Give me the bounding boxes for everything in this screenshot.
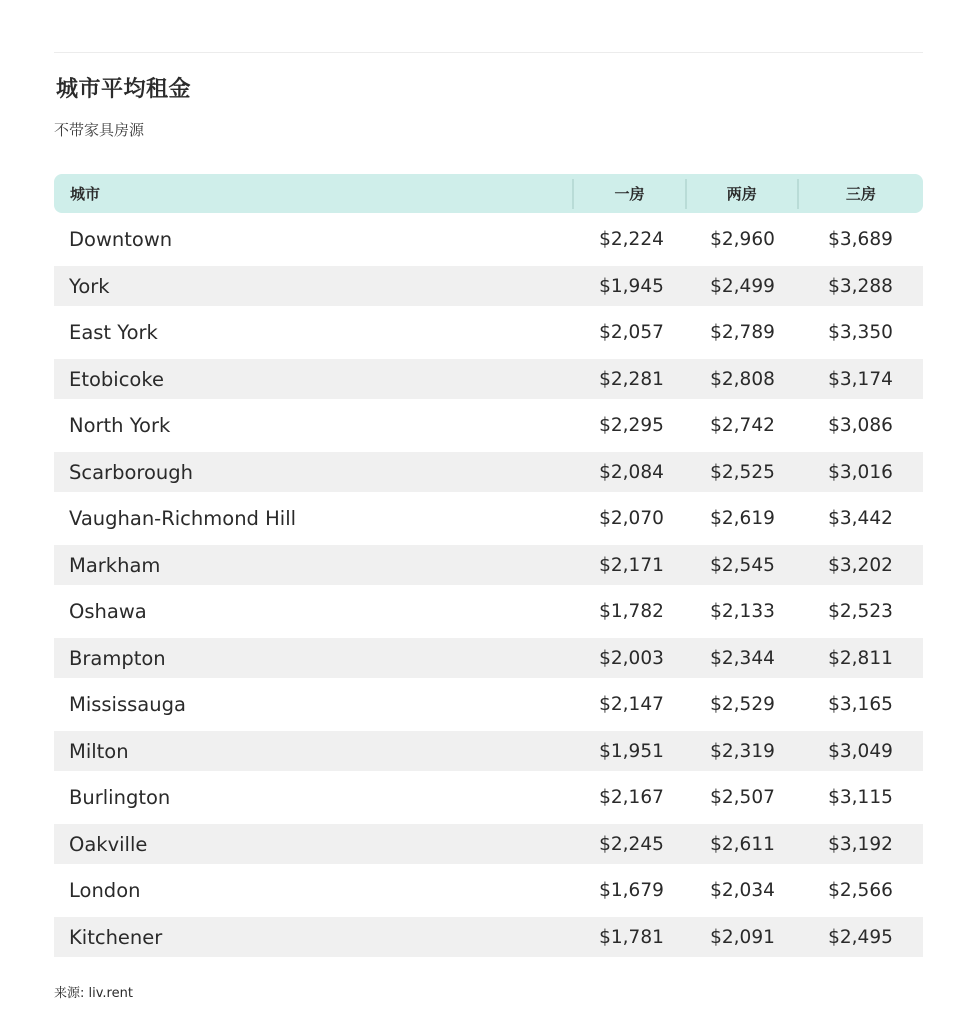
column-header-one-bedroom: 一房: [572, 179, 684, 209]
one-bedroom-rent-cell: $1,679: [599, 880, 664, 902]
city-name-cell: London: [69, 879, 141, 903]
chart-title: 城市平均租金: [56, 77, 192, 102]
one-bedroom-rent-cell: $1,782: [599, 601, 664, 623]
one-bedroom-rent-cell: $1,945: [599, 275, 664, 297]
city-name-cell: Mississauga: [69, 693, 186, 717]
three-bedroom-rent-cell: $3,165: [828, 694, 893, 716]
table-row: [54, 592, 923, 632]
two-bedroom-rent-cell: $2,525: [710, 461, 775, 483]
top-divider: [54, 52, 923, 53]
table-body: [54, 220, 923, 957]
table-row: [54, 824, 923, 864]
two-bedroom-rent-cell: $2,529: [710, 694, 775, 716]
table-row: [54, 499, 923, 539]
three-bedroom-rent-cell: $3,049: [828, 740, 893, 762]
three-bedroom-rent-cell: $3,288: [828, 275, 893, 297]
table-row: [54, 313, 923, 353]
city-name-cell: Oshawa: [69, 600, 147, 624]
one-bedroom-rent-cell: $1,951: [599, 740, 664, 762]
two-bedroom-rent-cell: $2,611: [710, 833, 775, 855]
two-bedroom-rent-cell: $2,034: [710, 880, 775, 902]
city-name-cell: Vaughan-Richmond Hill: [69, 507, 297, 531]
two-bedroom-rent-cell: $2,344: [710, 647, 775, 669]
three-bedroom-rent-cell: $2,811: [828, 647, 893, 669]
table-row: [54, 545, 923, 585]
two-bedroom-rent-cell: $2,507: [710, 787, 775, 809]
table-row: [54, 452, 923, 492]
city-name-cell: Downtown: [69, 228, 173, 252]
source-note: 来源: liv.rent: [54, 986, 133, 1001]
city-name-cell: Burlington: [69, 786, 171, 810]
one-bedroom-rent-cell: $1,781: [599, 926, 664, 948]
city-name-cell: Oakville: [69, 832, 148, 856]
table-header: [54, 174, 923, 213]
two-bedroom-rent-cell: $2,133: [710, 601, 775, 623]
one-bedroom-rent-cell: $2,171: [599, 554, 664, 576]
two-bedroom-rent-cell: $2,808: [710, 368, 775, 390]
city-name-cell: Scarborough: [69, 460, 193, 484]
table-row: [54, 917, 923, 957]
table-row: [54, 871, 923, 911]
two-bedroom-rent-cell: $2,742: [710, 415, 775, 437]
three-bedroom-rent-cell: $3,202: [828, 554, 893, 576]
column-header-two-bedroom: 两房: [685, 179, 797, 209]
table-row: [54, 359, 923, 399]
table-row: [54, 731, 923, 771]
city-name-cell: Etobicoke: [69, 367, 164, 391]
rent-table: [54, 174, 923, 964]
chart-subtitle: 不带家具房源: [54, 121, 145, 139]
one-bedroom-rent-cell: $2,070: [599, 508, 664, 530]
three-bedroom-rent-cell: $3,016: [828, 461, 893, 483]
one-bedroom-rent-cell: $2,295: [599, 415, 664, 437]
one-bedroom-rent-cell: $2,224: [599, 229, 664, 251]
two-bedroom-rent-cell: $2,789: [710, 322, 775, 344]
city-name-cell: Kitchener: [69, 925, 163, 949]
table-row: [54, 266, 923, 306]
table-row: [54, 220, 923, 260]
city-name-cell: Brampton: [69, 646, 166, 670]
one-bedroom-rent-cell: $2,245: [599, 833, 664, 855]
three-bedroom-rent-cell: $3,174: [828, 368, 893, 390]
column-header-city: 城市: [70, 185, 101, 203]
two-bedroom-rent-cell: $2,091: [710, 926, 775, 948]
one-bedroom-rent-cell: $2,057: [599, 322, 664, 344]
three-bedroom-rent-cell: $2,495: [828, 926, 893, 948]
one-bedroom-rent-cell: $2,003: [599, 647, 664, 669]
two-bedroom-rent-cell: $2,545: [710, 554, 775, 576]
three-bedroom-rent-cell: $3,115: [828, 787, 893, 809]
three-bedroom-rent-cell: $2,523: [828, 601, 893, 623]
three-bedroom-rent-cell: $2,566: [828, 880, 893, 902]
three-bedroom-rent-cell: $3,192: [828, 833, 893, 855]
city-name-cell: Milton: [69, 739, 129, 763]
one-bedroom-rent-cell: $2,281: [599, 368, 664, 390]
table-row: [54, 406, 923, 446]
one-bedroom-rent-cell: $2,167: [599, 787, 664, 809]
city-name-cell: East York: [69, 321, 158, 345]
table-row: [54, 638, 923, 678]
one-bedroom-rent-cell: $2,084: [599, 461, 664, 483]
city-name-cell: Markham: [69, 553, 161, 577]
two-bedroom-rent-cell: $2,960: [710, 229, 775, 251]
table-row: [54, 778, 923, 818]
two-bedroom-rent-cell: $2,499: [710, 275, 775, 297]
three-bedroom-rent-cell: $3,086: [828, 415, 893, 437]
column-header-three-bedroom: 三房: [797, 179, 923, 209]
city-name-cell: York: [69, 274, 110, 298]
three-bedroom-rent-cell: $3,689: [828, 229, 893, 251]
one-bedroom-rent-cell: $2,147: [599, 694, 664, 716]
city-name-cell: North York: [69, 414, 171, 438]
two-bedroom-rent-cell: $2,619: [710, 508, 775, 530]
table-row: [54, 685, 923, 725]
three-bedroom-rent-cell: $3,442: [828, 508, 893, 530]
three-bedroom-rent-cell: $3,350: [828, 322, 893, 344]
two-bedroom-rent-cell: $2,319: [710, 740, 775, 762]
